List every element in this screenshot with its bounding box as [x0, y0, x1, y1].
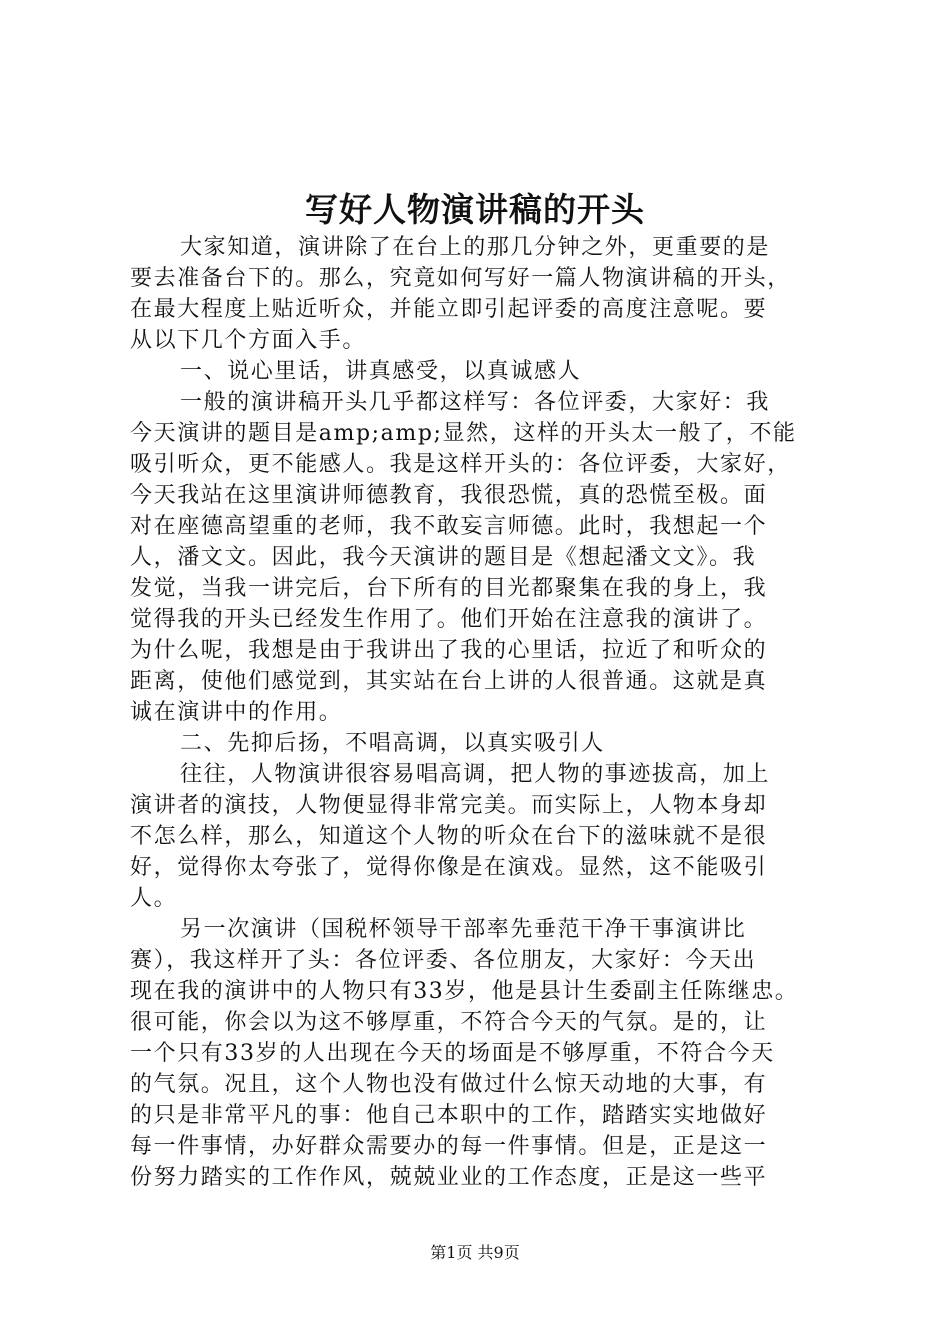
text-line: 在最大程度上贴近听众，并能立即引起评委的高度注意呢。要: [130, 297, 768, 322]
text-line: 一般的演讲稿开头几乎都这样写：各位评委，大家好：我: [180, 390, 771, 415]
text-line: 另一次演讲（国税杯领导干部率先垂范干净干事演讲比: [180, 917, 747, 942]
text-line: 一个只有33岁的人出现在今天的场面是不够厚重，不符合今天: [130, 1041, 775, 1066]
text-line: 二、先抑后扬，不唱高调，以真实吸引人: [180, 731, 605, 756]
text-line: 今天演讲的题目是amp;amp;显然，这样的开头太一般了，不能: [130, 421, 797, 446]
text-line: 今天我站在这里演讲师德教育，我很恐慌，真的恐慌至极。面: [130, 483, 768, 508]
text-line: 的气氛。况且，这个人物也没有做过什么惊天动地的大事，有: [130, 1072, 768, 1097]
document-body: [130, 232, 830, 1193]
text-line: 每一件事情，办好群众需要办的每一件事情。但是，正是这一: [130, 1134, 768, 1159]
text-line: 的只是非常平凡的事：他自己本职中的工作，踏踏实实地做好: [130, 1103, 768, 1128]
text-line: 距离，使他们感觉到，其实站在台上讲的人很普通。这就是真: [130, 669, 768, 694]
document-title: 写好人物演讲稿的开头: [305, 190, 645, 229]
text-line: 吸引听众，更不能感人。我是这样开头的：各位评委，大家好，: [130, 452, 791, 477]
text-line: 不怎么样，那么，知道这个人物的听众在台下的滋味就不是很: [130, 824, 768, 849]
text-line: 往往，人物演讲很容易唱高调，把人物的事迹拔高，加上: [180, 762, 771, 787]
page-footer: 第1页 共9页: [430, 1243, 520, 1262]
text-line: 人，潘文文。因此，我今天演讲的题目是《想起潘文文》。我: [130, 545, 757, 570]
text-line: 现在我的演讲中的人物只有33岁，他是县计生委副主任陈继忠。: [130, 979, 799, 1004]
text-line: 演讲者的演技，人物便显得非常完美。而实际上，人物本身却: [130, 793, 768, 818]
text-line: 人。: [130, 886, 178, 911]
text-line: 大家知道，演讲除了在台上的那几分钟之外，更重要的是: [180, 235, 771, 260]
text-line: 从以下几个方面入手。: [130, 328, 367, 353]
text-line: 很可能，你会以为这不够厚重，不符合今天的气氛。是的，让: [130, 1010, 768, 1035]
text-line: 诚在演讲中的作用。: [130, 700, 343, 725]
text-line: 一、说心里话，讲真感受，以真诚感人: [180, 359, 582, 384]
text-line: 份努力踏实的工作作风，兢兢业业的工作态度，正是这一些平: [130, 1165, 768, 1190]
text-line: 为什么呢，我想是由于我讲出了我的心里话，拉近了和听众的: [130, 638, 768, 663]
text-line: 要去准备台下的。那么，究竟如何写好一篇人物演讲稿的开头，: [130, 266, 791, 291]
text-line: 对在座德高望重的老师，我不敢妄言师德。此时，我想起一个: [130, 514, 768, 539]
text-line: 发觉，当我一讲完后，台下所有的目光都聚集在我的身上，我: [130, 576, 768, 601]
text-line: 赛），我这样开了头：各位评委、各位朋友，大家好：今天出: [130, 948, 757, 973]
text-line: 觉得我的开头已经发生作用了。他们开始在注意我的演讲了。: [130, 607, 768, 632]
text-line: 好，觉得你太夸张了，觉得你像是在演戏。显然，这不能吸引: [130, 855, 768, 880]
